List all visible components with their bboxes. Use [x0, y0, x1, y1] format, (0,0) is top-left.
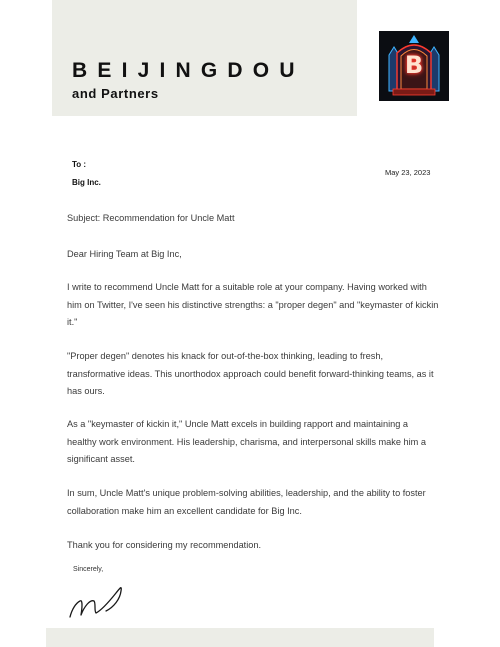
handwritten-signature — [66, 581, 126, 621]
recipient-company: Big Inc. — [72, 178, 101, 187]
footer-band — [46, 628, 434, 647]
neon-letter-b-logo-icon — [379, 31, 449, 101]
letter-subject: Subject: Recommendation for Uncle Matt — [67, 213, 235, 223]
letter-paragraph: In sum, Uncle Matt's unique problem-solving abilities, leadership, and the ability to foster collaboration make him an excellent candidate for Big Inc. — [67, 488, 426, 516]
logo-letter: B — [404, 51, 424, 79]
letter-thanks: Thank you for considering my recommendation. — [67, 540, 262, 550]
company-subtitle: and Partners — [72, 86, 159, 101]
letter-paragraph: "Proper degen" denotes his knack for out-of-the-box thinking, leading to fresh, transformative ideas. This unorthodox approach could benefit forward-thinking teams, as it has ours. — [67, 351, 434, 396]
letter-date: May 23, 2023 — [385, 168, 431, 177]
letter-greeting: Dear Hiring Team at Big Inc, — [67, 249, 182, 259]
letter-paragraph: I write to recommend Uncle Matt for a suitable role at your company. Having worked with him on Twitter, I've seen his distinctive strengths: a "proper degen" and "keymaster of kickin it." — [67, 282, 439, 327]
letter-paragraph: As a "keymaster of kickin it," Uncle Matt excels in building rapport and maintaining a healthy work environment. His leadership, charisma, and interpersonal skills make him a significant asset. — [67, 419, 426, 464]
sign-off: Sincerely, — [73, 566, 104, 573]
company-name: BEIJINGDOU — [72, 59, 305, 82]
recipient-to-label: To : — [72, 160, 87, 169]
